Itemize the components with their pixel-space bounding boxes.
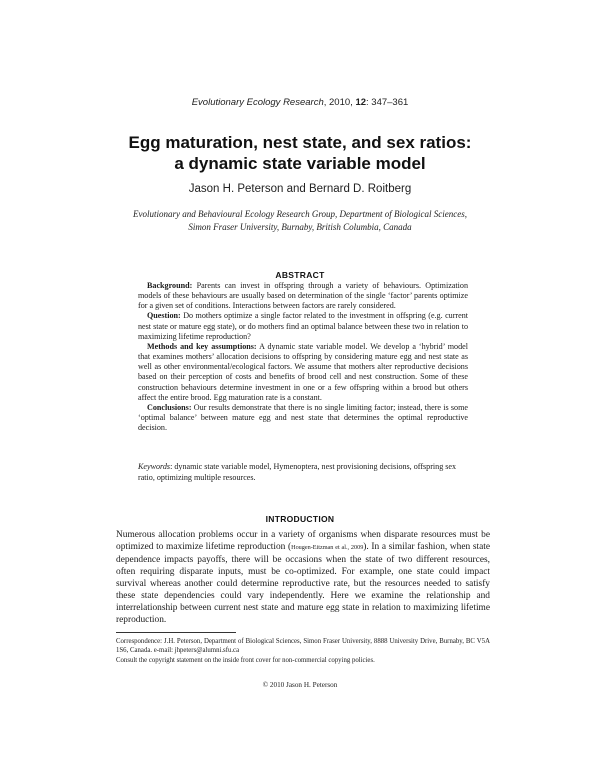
copyright-policy-note: Consult the copyright statement on the inside front cover for non-commercial copying policies.	[116, 656, 375, 664]
abstract-label: Background:	[147, 281, 193, 290]
introduction-body	[116, 529, 490, 626]
keywords-text: : dynamic state variable model, Hymenoptera, nest provisioning decisions, offspring sex ratio, optimizing multiple resources.	[138, 462, 457, 482]
abstract-text: A dynamic state variable model. We develop a ‘hybrid’ model that examines mothers’ allocation decisions to offspring by considering mature egg and nest state as well as other environmental/ecological factors. We assume that mothers alter reproductive decisions based on their perception of costs and benefits of brood cell and nest construction. Some of these construction behaviours determine investment in one or a few offspring within a brood but others affect the entire brood. Egg maturation rate is a constant.	[138, 341, 468, 402]
paper-title	[60, 132, 540, 174]
abstract-label: Methods and key assumptions:	[147, 341, 257, 351]
copyright-line: © 2010 Jason H. Peterson	[262, 681, 338, 689]
affiliation-line-2: Simon Fraser University, Burnaby, British Columbia, Canada	[188, 221, 412, 232]
affiliation-line-1: Evolutionary and Behavioural Ecology Research Group, Department of Biological Sciences,	[132, 209, 467, 219]
affiliation	[110, 208, 490, 233]
abstract-label: Question:	[147, 311, 181, 321]
journal-title: Evolutionary Ecology Research	[191, 97, 324, 108]
intro-citation: Hougen-Eitzman et al., 2009	[291, 544, 364, 552]
journal-citation	[0, 97, 600, 108]
abstract-conclusions	[138, 403, 468, 433]
footnote	[116, 637, 490, 665]
journal-pages: : 347–361	[366, 97, 409, 108]
intro-text-start: Numerous allocation problems occur in a variety of organisms when disparate resources must be optimized to maximize lifetime reproduction (	[116, 530, 490, 553]
keywords	[138, 462, 468, 483]
paper-title-line-1: Egg maturation, nest state, and sex ratios:	[128, 133, 472, 152]
abstract-body	[138, 281, 468, 433]
correspondence-note: Correspondence: J.H. Peterson, Department of Biological Sciences, Simon Fraser University, 8888 University Drive, Burnaby, BC V5A 1S6, Canada. e-mail: jhpeters@alumni.sfu.ca	[116, 638, 490, 655]
abstract-heading: ABSTRACT	[275, 270, 325, 280]
introduction-heading: INTRODUCTION	[265, 514, 335, 524]
abstract-background	[138, 281, 468, 311]
keywords-label: Keywords	[138, 462, 171, 471]
abstract-methods	[138, 342, 468, 403]
introduction-paragraph	[116, 529, 490, 626]
abstract-text: Parents can invest in offspring through a variety of behaviours. Optimization models of these behaviours are usually based on determination of the single ‘factor’ parents optimize for a given set of conditions. Interactions between factors are rarely considered.	[138, 281, 468, 311]
author-list: Jason H. Peterson and Bernard D. Roitberg	[188, 183, 412, 195]
abstract-text: Do mothers optimize a single factor related to the investment in offspring (e.g. current nest state or mature egg state), or do mothers find an optimal balance between these two in relation to maximizing lifetime reproduction?	[138, 311, 468, 341]
footnote-rule	[116, 632, 236, 633]
abstract-text: Our results demonstrate that there is no single limiting factor; instead, there is some ‘optimal balance’ between mature egg and nest state that determines the optimal reproductive decision.	[138, 402, 468, 433]
journal-volume: 12	[355, 97, 367, 108]
journal-year: , 2010,	[323, 97, 356, 108]
abstract-label: Conclusions:	[147, 402, 192, 412]
paper-title-line-2: a dynamic state variable model	[174, 154, 426, 173]
intro-text-end: ). In a similar fashion, when state dependence impacts payoffs, there will be occasions when the state of two different resources, often requiring disparate inputs, must be co-optimized. For example, one state could impact survival whereas another could determine reproductive rate, but the resources needed to satisfy these state dependencies could vary independently. Here we examine the relationship and interrelationship between current nest state and mature egg state in relation to maximizing lifetime reproduction.	[116, 542, 491, 626]
abstract-question	[138, 311, 468, 341]
